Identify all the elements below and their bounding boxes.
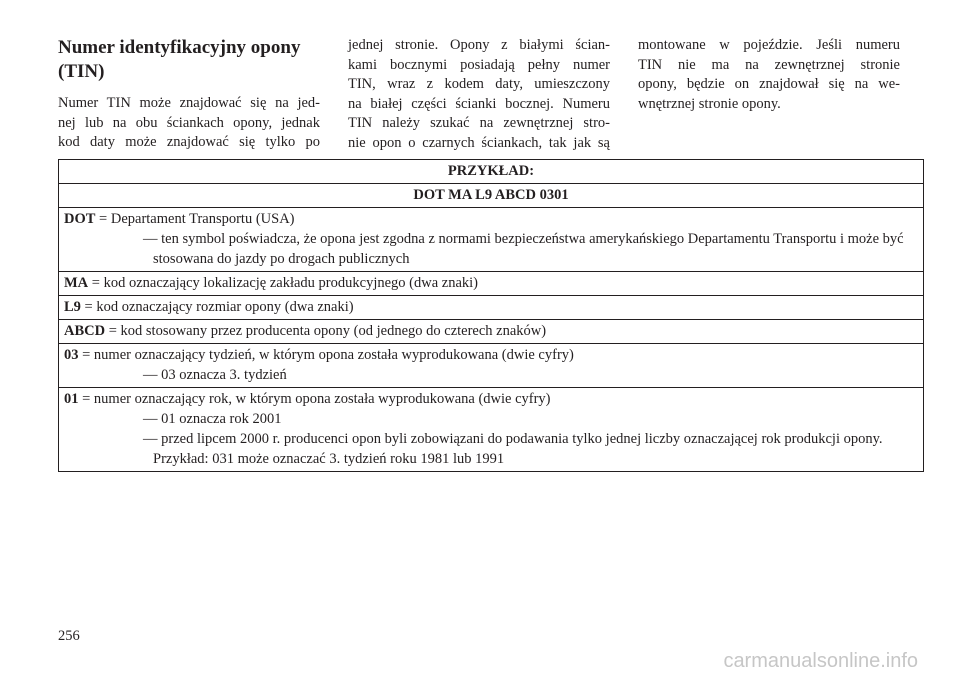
table-row <box>59 296 924 320</box>
heading-line: Numer identyfikacyjny opony <box>58 37 301 58</box>
row-main <box>64 389 918 409</box>
example-header: PRZYKŁAD: <box>59 160 924 184</box>
section-heading <box>58 36 320 84</box>
paragraph-line: montowane w pojeździe. Jeśli numeru <box>638 37 900 53</box>
code-description: = Departament Transportu (USA) <box>95 211 295 227</box>
paragraph-line: nie opon o czarnych ściankach, tak jak są <box>348 134 610 151</box>
text-column-3 <box>638 36 900 114</box>
table-row <box>59 208 924 272</box>
row-subnote: — ten symbol poświadcza, że opona jest zgodna z normami bezpieczeństwa amerykańskiego Departamentu Transportu i może być stosowana do jazdy po drogach publicznych <box>143 231 904 267</box>
row-main <box>64 345 918 365</box>
table-cell <box>59 272 924 296</box>
table-cell <box>59 344 924 388</box>
table-cell <box>59 388 924 472</box>
paragraph-line: kod daty może znajdować się tylko po <box>58 134 320 150</box>
table-row <box>59 344 924 388</box>
paragraph-line: nej lub na obu ściankach opony, jednak <box>58 114 320 131</box>
table-header-row <box>59 184 924 208</box>
code-label: MA <box>64 275 89 291</box>
paragraph-line: na białej części ścianki bocznej. Numeru <box>348 95 610 112</box>
code-label: 01 <box>64 391 79 407</box>
table-cell <box>59 320 924 344</box>
text-column-1 <box>58 36 320 153</box>
code-label: ABCD <box>64 323 106 339</box>
table-row <box>59 388 924 472</box>
dot-code-example: DOT MA L9 ABCD 0301 <box>59 184 924 208</box>
watermark-credit: carmanualsonline.info <box>723 650 918 672</box>
code-label: L9 <box>64 299 81 315</box>
code-description: = numer oznaczający tydzień, w którym opona została wyprodukowana (dwie cyfry) <box>78 347 574 363</box>
code-label: 03 <box>64 347 79 363</box>
paragraph-line: wnętrznej stronie opony. <box>638 95 781 112</box>
paragraph-line: TIN należy szukać na zewnętrznej stro- <box>348 115 610 131</box>
table-cell <box>59 296 924 320</box>
paragraph-line: Numer TIN może znajdować się na jed- <box>58 95 320 111</box>
paragraph-line: TIN nie ma na zewnętrznej stronie <box>638 56 900 73</box>
paragraph-line: jednej stronie. Opony z białymi ścian- <box>348 37 610 53</box>
code-description: = kod oznaczający lokalizację zakładu produkcyjnego (dwa znaki) <box>88 275 479 291</box>
paragraph-line: kami bocznymi posiadają pełny numer <box>348 56 610 73</box>
paragraph-line: TIN, wraz z kodem daty, umieszczony <box>348 76 610 92</box>
paragraph-line: opony, będzie on znajdował się na we- <box>638 76 900 92</box>
code-label: DOT <box>64 211 96 227</box>
code-description: = numer oznaczający rok, w którym opona została wyprodukowana (dwie cyfry) <box>78 391 551 407</box>
text-column-2 <box>348 36 610 153</box>
table-row <box>59 320 924 344</box>
code-description: = kod stosowany przez producenta opony (od jednego do czterech znaków) <box>105 323 547 339</box>
row-subnote: — 03 oznacza 3. tydzień <box>143 367 287 383</box>
table-cell <box>59 208 924 272</box>
row-main <box>64 209 918 229</box>
row-subnote: — przed lipcem 2000 r. producenci opon byli zobowiązani do podawania tylko jednej liczby oznaczającej rok produkcji opony. Przykład: 031 może oznaczać 3. tydzień roku 1981 lub 1991 <box>143 431 883 467</box>
row-subnote: — 01 oznacza rok 2001 <box>143 411 282 427</box>
page-number: 256 <box>58 628 80 644</box>
dot-code-table <box>58 159 924 472</box>
table-header-row <box>59 160 924 184</box>
code-description: = kod oznaczający rozmiar opony (dwa znaki) <box>80 299 354 315</box>
table-row <box>59 272 924 296</box>
heading-line: (TIN) <box>58 61 105 82</box>
